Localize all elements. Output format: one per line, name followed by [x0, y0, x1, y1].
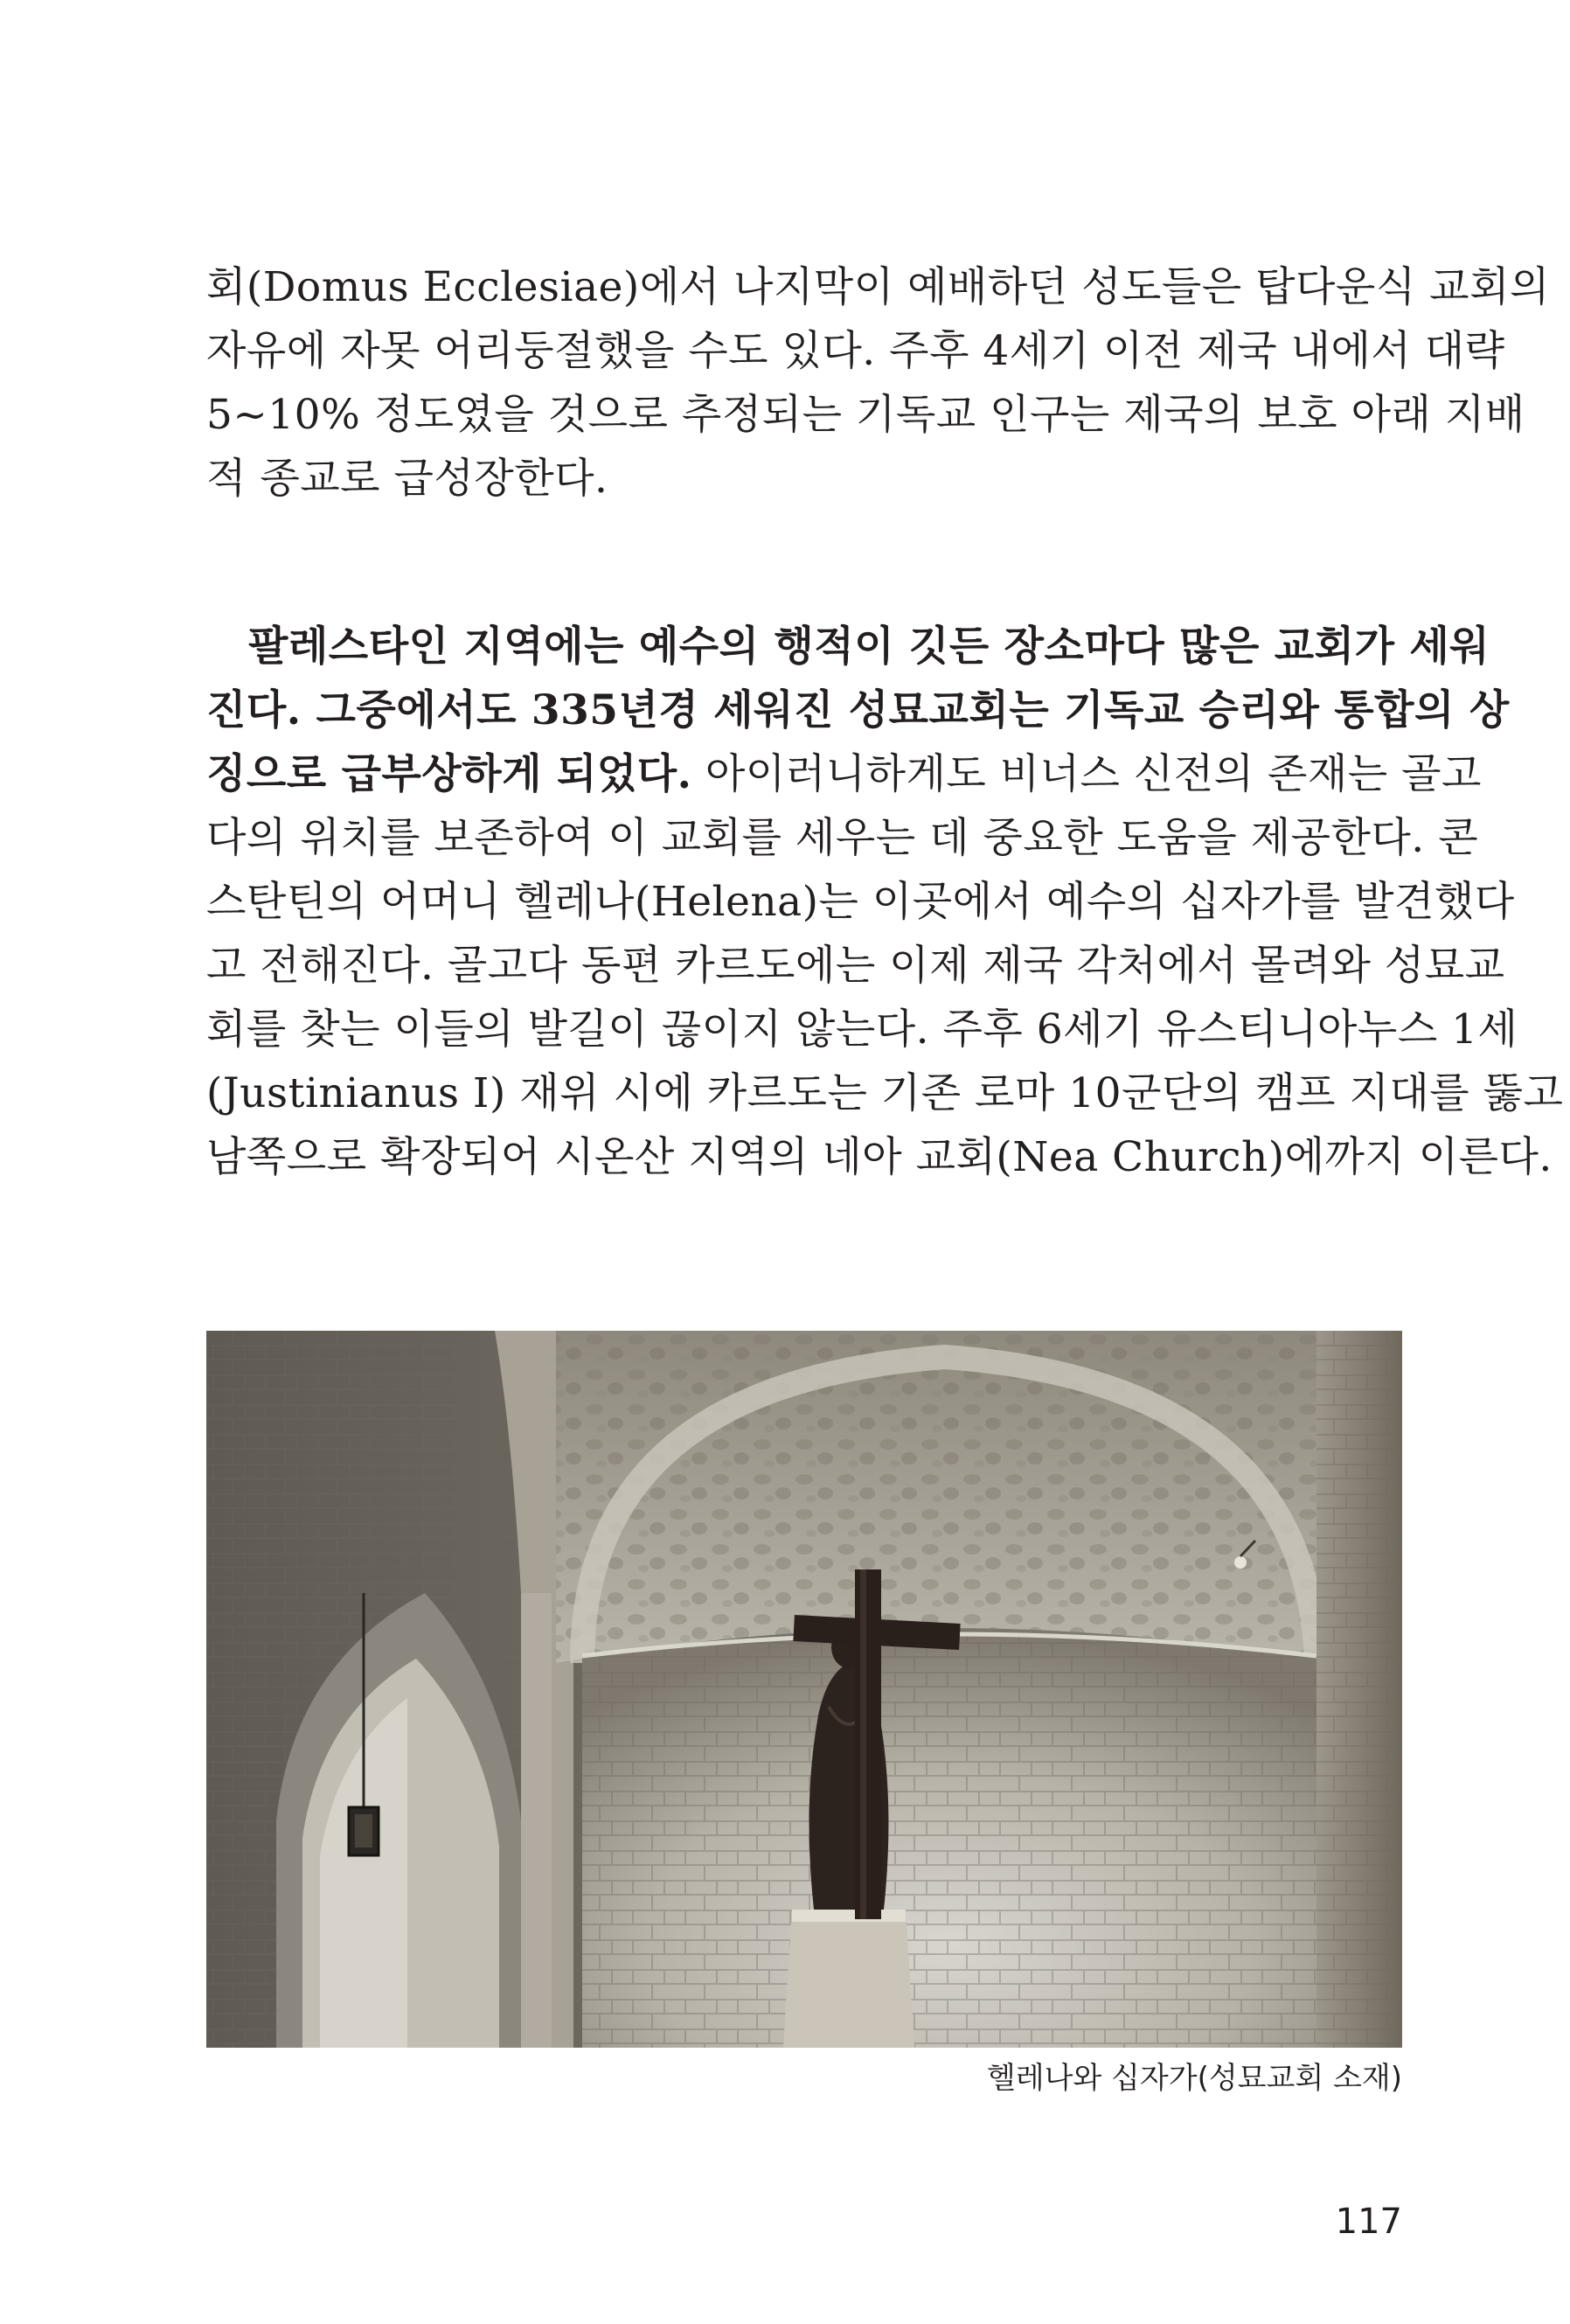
text-line: 스탄틴의 어머니 헬레나(Helena)는 이곳에서 예수의 십자가를 발견했다	[206, 878, 1515, 926]
text-line: 5~10% 정도였을 것으로 추정되는 기독교 인구는 제국의 보호 아래 지배	[206, 391, 1525, 439]
text-line: 적 종교로 급성장한다.	[206, 455, 608, 503]
chapel-photo	[206, 1331, 1402, 2048]
paragraph-1	[206, 255, 1550, 511]
text-line: 회를 찾는 이들의 발길이 끊이지 않는다. 주후 6세기 유스티니아누스 1세	[206, 1005, 1518, 1054]
text-line: 회(Domus Ecclesiae)에서 나지막이 예배하던 성도들은 탑다운식 교회의	[206, 263, 1550, 311]
text-line: 고 전해진다. 골고다 동편 카르도에는 이제 제국 각처에서 몰려와 성묘교	[206, 942, 1505, 990]
bold-text-segment: 징으로 급부상하게 되었다.	[206, 750, 692, 798]
text-segment: 아이러니하게도 비너스 신전의 존재는 골고	[691, 750, 1482, 798]
bold-text-line: 팔레스타인 지역에는 예수의 행적이 깃든 장소마다 많은 교회가 세워	[248, 623, 1490, 671]
page-number: 117	[1335, 2202, 1402, 2242]
paragraph-2	[206, 615, 1564, 1189]
text-line: 남쪽으로 확장되어 시온산 지역의 네아 교회(Nea Church)에까지 이른다.	[206, 1133, 1553, 1181]
bold-text-line: 진다. 그중에서도 335년경 세워진 성묘교회는 기독교 승리와 통합의 상	[206, 686, 1510, 734]
mixed-text-line	[206, 742, 1482, 806]
text-line: 다의 위치를 보존하여 이 교회를 세우는 데 중요한 도움을 제공한다. 콘	[206, 814, 1479, 862]
text-line: (Justinianus I) 재위 시에 카르도는 기존 로마 10군단의 캠프 지대를 뚫고	[206, 1069, 1564, 1117]
chapel-photo-illustration	[206, 1331, 1402, 2048]
figure-caption: 헬레나와 십자가(성묘교회 소재)	[986, 2061, 1402, 2096]
text-line: 자유에 자못 어리둥절했을 수도 있다. 주후 4세기 이전 제국 내에서 대략	[206, 327, 1505, 375]
